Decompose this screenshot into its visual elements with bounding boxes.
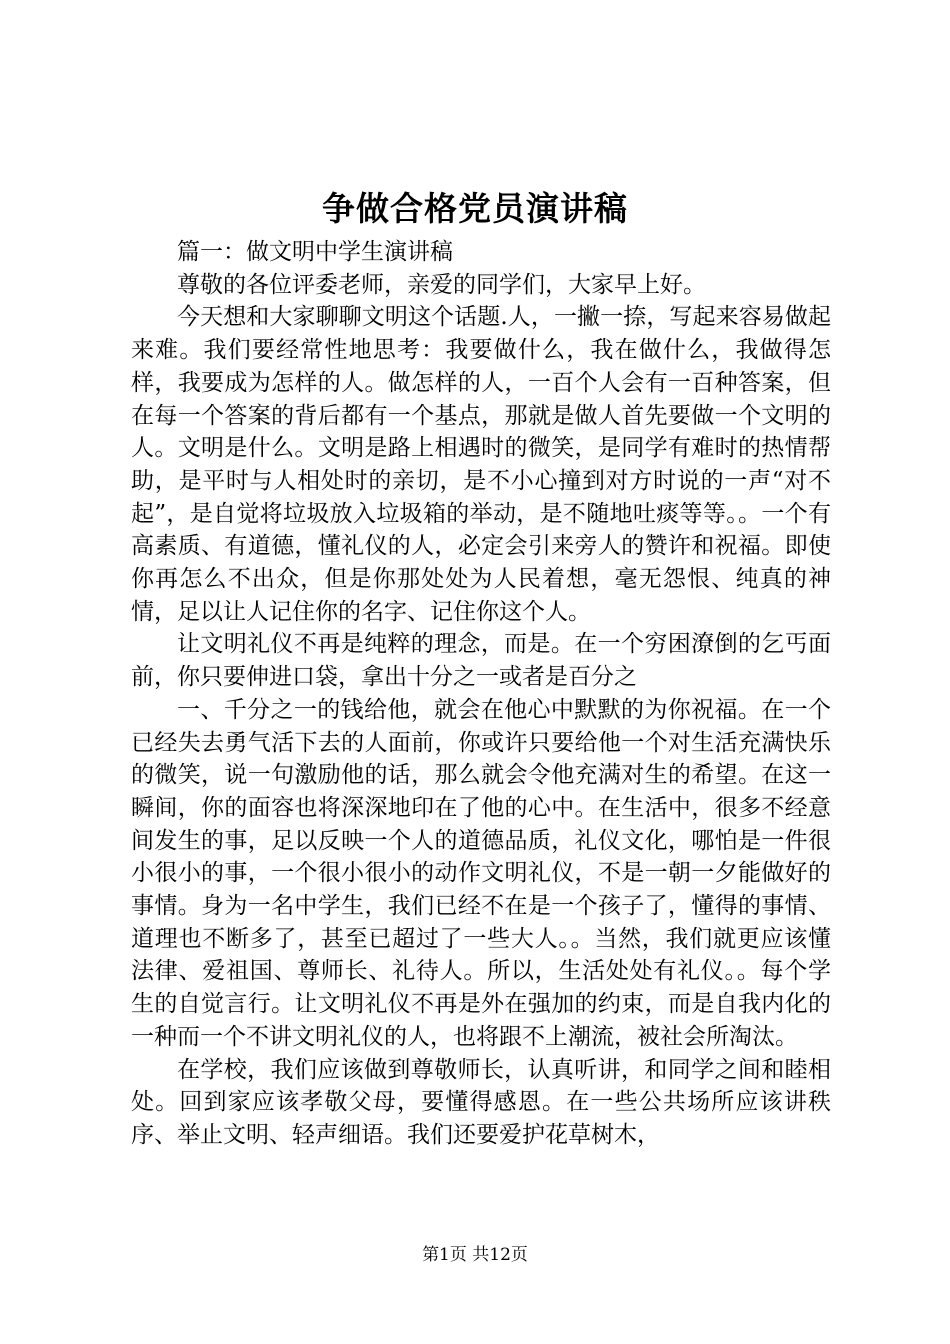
salutation-paragraph: 尊敬的各位评委老师，亲爱的同学们，大家早上好。 xyxy=(177,271,706,298)
body-paragraph: 在学校，我们应该做到尊敬师长，认真听讲，和同学之间和睦相处。回到家应该孝敬父母，要懂得感恩。在一些公共场所应该讲秩序、举止文明、轻声细语。我们还要爱护花草树木， xyxy=(131,1056,831,1148)
body-paragraph: 今天想和大家聊聊文明这个话题.人，一撇一捺，写起来容易做起来难。我们要经常性地思考：我要做什么，我在做什么，我做得怎样，我要成为怎样的人。做怎样的人，一百个人会有一百种答案，但在每一个答案的背后都有一个基点，那就是做人首先要做一个文明的人。文明是什么。文明是路上相遇时的微笑，是同学有难时的热情帮助，是平时与人相处时的亲切，是不小心撞到对方时说的一声“对不起”，是自觉将垃圾放入垃圾箱的举动，是不随地吐痰等等。。一个有高素质、有道德，懂礼仪的人，必定会引来旁人的赞许和祝福。即使你再怎么不出众，但是你那处处为人民着想，毫无怨恨、纯真的神情，足以让人记住你的名字、记住你这个人。 xyxy=(131,304,831,625)
body-paragraph: 一、千分之一的钱给他，就会在他心中默默的为你祝福。在一个已经失去勇气活下去的人面前，你或许只要给他一个对生活充满快乐的微笑，说一句激励他的话，那么就会令他充满对生的希望。在这一瞬间，你的面容也将深深地印在了他的心中。在生活中，很多不经意间发生的事，足以反映一个人的道德品质，礼仪文化，哪怕是一件很小很小的事，一个很小很小的动作文明礼仪，不是一朝一夕能做好的事情。身为一名中学生，我们已经不在是一个孩子了，懂得的事情、道理也不断多了，甚至已超过了一些大人。。当然，我们就更应该懂法律、爱祖国、尊师长、礼待人。所以，生活处处有礼仪。。每个学生的自觉言行。让文明礼仪不再是外在强加的约束，而是自我内化的一种而一个不讲文明礼仪的人，也将跟不上潮流，被社会所淘汰。 xyxy=(131,696,831,1050)
document-body xyxy=(131,236,831,1152)
document-title: 争做合格党员演讲稿 xyxy=(322,189,628,228)
section-heading: 篇一：做文明中学生演讲稿 xyxy=(177,239,453,265)
body-paragraph: 让文明礼仪不再是纯粹的理念，而是。在一个穷困潦倒的乞丐面前，你只要伸进口袋，拿出十分之一或者是百分之 xyxy=(131,631,831,691)
page-number-footer: 第1页 共12页 xyxy=(422,1245,528,1265)
